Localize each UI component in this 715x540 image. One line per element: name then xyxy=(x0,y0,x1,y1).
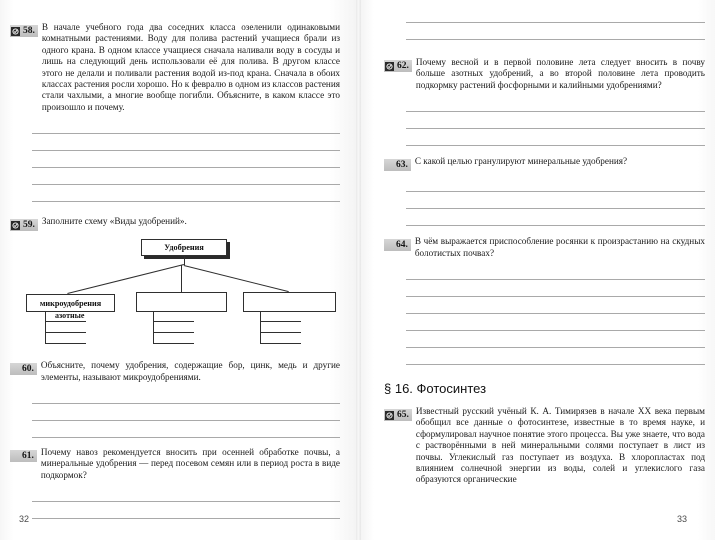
workbook-task-icon xyxy=(11,27,20,36)
question-64-number: 64. xyxy=(396,239,408,250)
scheme-root-stem xyxy=(184,256,185,265)
scheme-link-right xyxy=(184,265,289,292)
scheme-link-left xyxy=(67,264,184,294)
scheme-sub-line[interactable] xyxy=(46,343,86,344)
page-number-left: 32 xyxy=(19,514,30,524)
question-63 xyxy=(384,156,705,171)
answer-line[interactable] xyxy=(32,518,340,519)
question-60-number: 60. xyxy=(22,363,34,374)
question-61 xyxy=(10,447,340,481)
scheme-branch-1-sub-label: азотные xyxy=(55,311,85,321)
scheme-sub-line[interactable] xyxy=(261,321,301,322)
answer-line[interactable] xyxy=(32,201,340,202)
scheme-root-node xyxy=(141,239,227,256)
question-63-answer-lines[interactable] xyxy=(406,175,705,226)
carryover-answer-lines[interactable] xyxy=(406,12,705,40)
scheme-branch-1-label: микроудобрения xyxy=(39,298,102,308)
scheme-root-label: Удобрения xyxy=(164,243,204,253)
workbook-task-icon xyxy=(385,411,394,420)
question-64-answer-lines[interactable] xyxy=(406,263,705,365)
question-65-marker xyxy=(384,409,412,421)
question-64-marker xyxy=(384,239,411,251)
question-63-text: С какой целью гранулируют минеральные удобрения? xyxy=(414,156,628,167)
question-62 xyxy=(384,57,705,91)
scheme-sub-line[interactable] xyxy=(46,321,86,322)
scheme-sub-line[interactable] xyxy=(261,343,301,344)
workbook-task-icon xyxy=(11,221,20,230)
question-60 xyxy=(10,360,340,383)
question-62-number: 62. xyxy=(397,60,409,71)
question-64 xyxy=(384,236,705,259)
question-64-text: В чём выражается приспособление росянки к произрастанию на скудных болотистых почвах? xyxy=(414,236,705,258)
question-58-text: В начале учебного года два соседних класса озеленили одинаковыми комнатными растениями. Воду для полива растений учащиеся брали из одного крана. В одном классе учащиеся сначала наливали воду в сосуды и лишь на следующий день использовали её для полива. В другом классе этого не делали и поливали растения водой из-под крана. Сначала в обоих классах растения росли хорошо. Но к февралю в одном из классов растения стали чахлыми, а многие вообще погибли. Объясните, в каком классе это произошло и почему. xyxy=(41,22,340,112)
question-61-number: 61. xyxy=(22,450,34,461)
question-59-text: Заполните схему «Виды удобрений». xyxy=(41,216,187,227)
scheme-sub-line[interactable] xyxy=(154,332,194,333)
question-63-marker xyxy=(384,159,411,171)
question-62-text: Почему весной и в первой половине лета следует вносить в почву больше азотных удобрений, а во второй половине лета проводить подкормку растений фосфорными и калийными удобрениями? xyxy=(415,57,705,90)
question-61-answer-lines[interactable] xyxy=(32,485,340,519)
question-61-text: Почему навоз рекомендуется вносить при осенней обработке почвы, а минеральные удобрения — перед посевом семян или в период роста в виде подкормок? xyxy=(40,447,340,480)
answer-line[interactable] xyxy=(406,225,705,226)
scheme-branch-1-node xyxy=(26,294,115,312)
question-58 xyxy=(10,22,340,113)
workbook-task-icon xyxy=(385,62,394,71)
answer-line[interactable] xyxy=(406,364,705,365)
question-58-number: 58. xyxy=(23,25,35,36)
question-61-marker xyxy=(10,450,37,462)
scheme-sub-line[interactable] xyxy=(261,332,301,333)
question-65-text: Известный русский учёный К. А. Тимирязев в начале XX века первым обобщил все данные о фотосинтезе, известные в то время науке, и сформулировал научное понятие этого процесса. Вы уже знаете, что вода с растворёнными в ней минеральными солями поступает в лист из почвы. Углекислый газ поступает из воздуха. В хлоропластах под влиянием солнечной энергии из воды, солей и углекислого газа образуются органические xyxy=(415,406,705,485)
question-65 xyxy=(384,406,705,486)
section-heading: § 16. Фотосинтез xyxy=(384,381,487,397)
scheme-branch-3-node[interactable] xyxy=(243,292,336,312)
scheme-link-middle xyxy=(181,265,182,292)
question-62-answer-lines[interactable] xyxy=(406,95,705,146)
question-58-answer-lines[interactable] xyxy=(32,117,340,202)
question-63-number: 63. xyxy=(396,159,408,170)
page-number-right: 33 xyxy=(676,514,687,524)
scheme-sub-line[interactable] xyxy=(154,343,194,344)
question-59-marker xyxy=(10,219,38,231)
answer-line[interactable] xyxy=(32,437,340,438)
scheme-sub-line[interactable] xyxy=(46,332,86,333)
answer-line[interactable] xyxy=(406,39,705,40)
scheme-branch-2-node[interactable] xyxy=(136,292,227,312)
question-59 xyxy=(10,216,340,231)
question-60-text: Объясните, почему удобрения, содержащие бор, цинк, медь и другие элементы, называют микроудобрениями. xyxy=(40,360,340,382)
right-page xyxy=(358,0,715,540)
answer-line[interactable] xyxy=(406,145,705,146)
question-60-answer-lines[interactable] xyxy=(32,387,340,438)
question-62-marker xyxy=(384,60,412,72)
question-58-marker xyxy=(10,25,38,37)
question-65-number: 65. xyxy=(397,409,409,420)
fertilizer-types-scheme xyxy=(10,239,340,344)
question-59-number: 59. xyxy=(23,219,35,230)
question-60-marker xyxy=(10,363,37,375)
scheme-sub-line[interactable] xyxy=(154,321,194,322)
